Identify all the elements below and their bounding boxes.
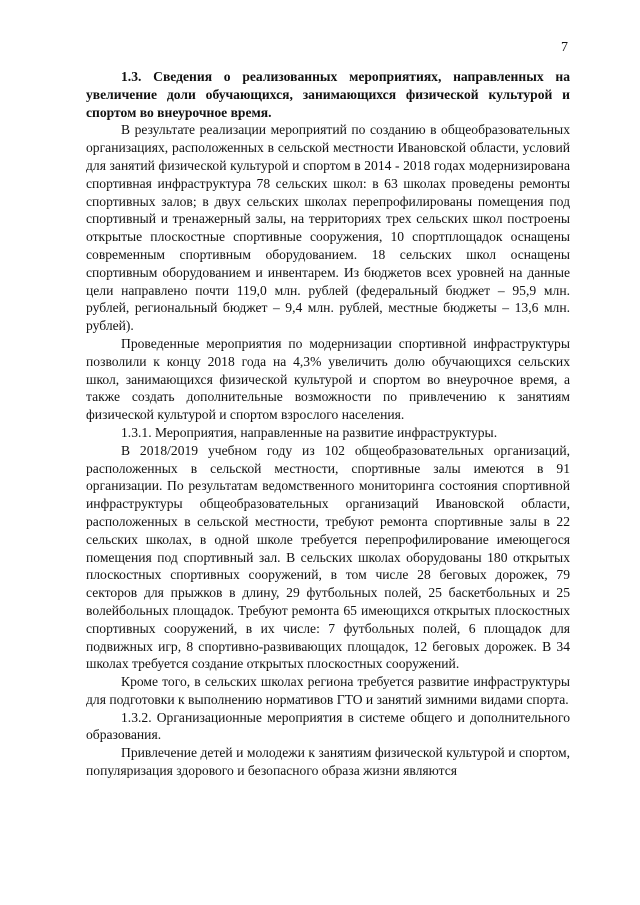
paragraph-results: Проведенные мероприятия по модернизации спортивной инфраструктуры позволили к концу 2018 года на 4,3% увеличить долю обучающихся сельских школ, занимающихся физической культурой и спортом во внеурочное время, а также создать дополнительные возможности по привлечению к занятиям физической культурой и спортом взрослого населения.	[86, 335, 570, 423]
page-content	[86, 68, 570, 780]
page-number: 7	[561, 40, 568, 55]
paragraph-gto: Кроме того, в сельских школах региона требуется развитие инфраструктуры для подготовки к выполнению нормативов ГТО и занятий зимними видами спорта.	[86, 674, 570, 707]
subsection-heading-infrastructure: 1.3.1. Мероприятия, направленные на развитие инфраструктуры.	[121, 424, 498, 440]
paragraph-engagement: Привлечение детей и молодежи к занятиям физической культурой и спортом, популяризация здорового и безопасного образа жизни являются	[86, 745, 570, 779]
paragraph-monitoring: В 2018/2019 учебном году из 102 общеобразовательных организаций, расположенных в сельской местности, спортивные залы имеются в 91 организации. По результатам ведомственного мониторинга состояния спортивной инфраструктуры общеобразовательных организаций Ивановской области, расположенных в сельской местности, требуют ремонта спортивные залы в 22 сельских школах, в одной школе требуется перепрофилирование имеющегося помещения под спортивный зал. В сельских школах оборудованы 180 открытых плоскостных спортивных сооружений, в том числе 28 беговых дорожек, 79 секторов для прыжков в длину, 29 футбольных полей, 25 баскетбольных и 25 волейбольных площадок. Требуют ремонта 65 имеющихся открытых плоскостных спортивных сооружений, в их числе: 7 футбольных полей, 6 площадок для подвижных игр, 8 спортивно-развивающих площадок, 12 беговых дорожек. В 34 школах требуется создание открытых плоскостных сооружений.	[86, 442, 570, 672]
subsection-heading-organizational: 1.3.2. Организационные мероприятия в системе общего и дополнительного образования.	[86, 709, 570, 743]
section-heading: 1.3. Сведения о реализованных мероприятиях, направленных на увеличение доли обучающихся, занимающихся физической культурой и спортом во внеурочное время.	[86, 69, 570, 120]
paragraph-modernization: В результате реализации мероприятий по созданию в общеобразовательных организациях, расположенных в сельской местности Ивановской области, условий для занятий физической культурой и спортом в 2014 - 2018 годах модернизирована спортивная инфраструктура 78 сельских школ: в 63 школах проведены ремонты спортивных залов; в двух сельских школах перепрофилированы помещения под спортивный и тренажерный залы, на территориях трех сельских школ построены открытые плоскостные спортивные сооружения, 10 спортплощадок оснащены современным спортивным оборудованием. 18 сельских школ оснащены спортивным оборудованием и инвентарем. Из бюджетов всех уровней на данные цели направлено почти 119,0 млн. рублей (федеральный бюджет – 95,9 млн. рублей, региональный бюджет – 9,4 млн. рублей, местные бюджеты – 13,6 млн. рублей).	[86, 122, 570, 334]
